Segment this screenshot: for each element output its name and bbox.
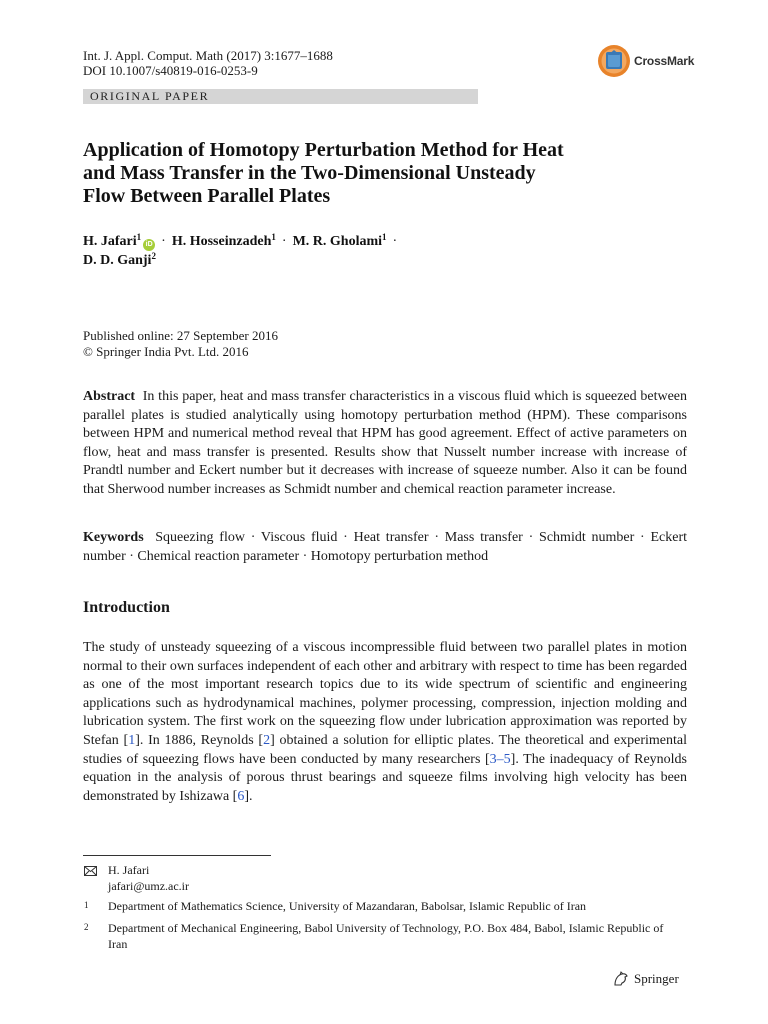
- title-line: Flow Between Parallel Plates: [83, 185, 331, 207]
- copyright: © Springer India Pvt. Ltd. 2016: [83, 344, 249, 359]
- author-name[interactable]: H. Hosseinzadeh: [171, 234, 272, 249]
- introduction-paragraph: [83, 639, 687, 806]
- author-name[interactable]: H. Jafari: [83, 234, 137, 249]
- publisher-name: Springer: [634, 971, 679, 986]
- abstract: [83, 388, 687, 500]
- abstract-label: Abstract: [83, 389, 136, 404]
- separator: ·: [392, 234, 398, 249]
- intro-text: The study of unsteady squeezing of a viscous incompressible fluid between two parallel plates in motion normal to their own surfaces independent of each other and arbitrary with respect to time has been regarded as one of the most important research topics due to its wide spectrum of scientific and engineering applications such as hydrodynamical machines, polymer processing, compression, injection molding and lubrication system. The first work on the squeezing flow under lubrication approximation was reported by Stefan [: [83, 640, 687, 748]
- citation-link[interactable]: 1: [128, 732, 136, 748]
- citation-link[interactable]: 6: [237, 788, 245, 804]
- crossmark-icon: [597, 44, 631, 78]
- affiliation-number: 2: [84, 922, 89, 932]
- affiliation-marker: 1: [382, 232, 387, 242]
- article-type: ORIGINAL PAPER: [90, 89, 210, 103]
- affiliation-marker: 2: [151, 251, 156, 261]
- footnote-rule: [83, 855, 271, 856]
- affiliation-marker: 1: [271, 232, 276, 242]
- author-name[interactable]: M. R. Gholami: [292, 234, 383, 249]
- journal-citation: Int. J. Appl. Comput. Math (2017) 3:1677–1688: [83, 48, 333, 63]
- envelope-icon: [84, 866, 97, 876]
- article-title: [83, 139, 683, 208]
- abstract-text: In this paper, heat and mass transfer characteristics in a viscous fluid which is squeezed between parallel plates is studied analytically using homotopy perturbation method (HPM). These comparisons between HPM and numerical method reveal that HPM has good agreement. Effect of active parameters on flow, heat and mass transfer is presented. Results show that Nusselt number increase with increase of Prandtl number and Eckert number but it decreases with increase of squeeze number. Also it can be found that Sherwood number increases as Schmidt number and chemical reaction parameter increase.: [83, 389, 688, 497]
- published-date: Published online: 27 September 2016: [83, 328, 278, 343]
- title-line: Application of Homotopy Perturbation Method for Heat: [83, 139, 564, 161]
- title-line: and Mass Transfer in the Two-Dimensional Unsteady: [83, 162, 536, 184]
- intro-text: ].: [244, 788, 253, 804]
- keywords: [83, 529, 687, 566]
- intro-text: ]. In 1886, Reynolds [: [135, 732, 264, 748]
- author-name[interactable]: D. D. Ganji: [83, 253, 152, 268]
- doi[interactable]: DOI 10.1007/s40819-016-0253-9: [83, 63, 258, 78]
- citation-link[interactable]: 2: [263, 732, 271, 748]
- intro-text: ]. The inadequacy of Reynolds equation in the analysis of porous thrust bearings and squeeze films involving high velocity has been demonstrated by Ishizawa [: [83, 751, 687, 804]
- affiliation-2: Department of Mechanical Engineering, Babol University of Technology, P.O. Box 484, Babol, Islamic Republic of Iran: [108, 921, 664, 951]
- section-heading-introduction: Introduction: [83, 599, 170, 616]
- publication-info: [83, 328, 278, 360]
- orcid-icon[interactable]: iD: [143, 239, 155, 251]
- corresponding-author: H. Jafari: [108, 863, 150, 877]
- separator: ·: [161, 234, 166, 249]
- affiliation-number: 1: [84, 900, 89, 910]
- springer-horse-icon: [612, 971, 630, 987]
- author-email[interactable]: jafari@umz.ac.ir: [108, 879, 190, 893]
- author-list: [83, 232, 403, 270]
- crossmark-label: CrossMark: [634, 54, 695, 68]
- separator: ·: [281, 234, 287, 249]
- citation-link[interactable]: 3–5: [489, 751, 511, 767]
- keywords-text: Squeezing flow · Viscous fluid · Heat transfer · Mass transfer · Schmidt number · Eckert number · Chemical reaction parameter · Homotopy perturbation method: [83, 530, 687, 564]
- affiliation-1: Department of Mathematics Science, University of Mazandaran, Babolsar, Islamic Republic of Iran: [108, 899, 587, 913]
- publisher-logo: [612, 971, 679, 987]
- keywords-label: Keywords: [83, 530, 144, 545]
- intro-text: ] obtained a solution for elliptic plates. The theoretical and experimental studies of squeezing flows have been conducted by many researchers [: [83, 732, 687, 767]
- crossmark-badge[interactable]: [597, 44, 694, 78]
- affiliation-marker: 1: [136, 232, 142, 242]
